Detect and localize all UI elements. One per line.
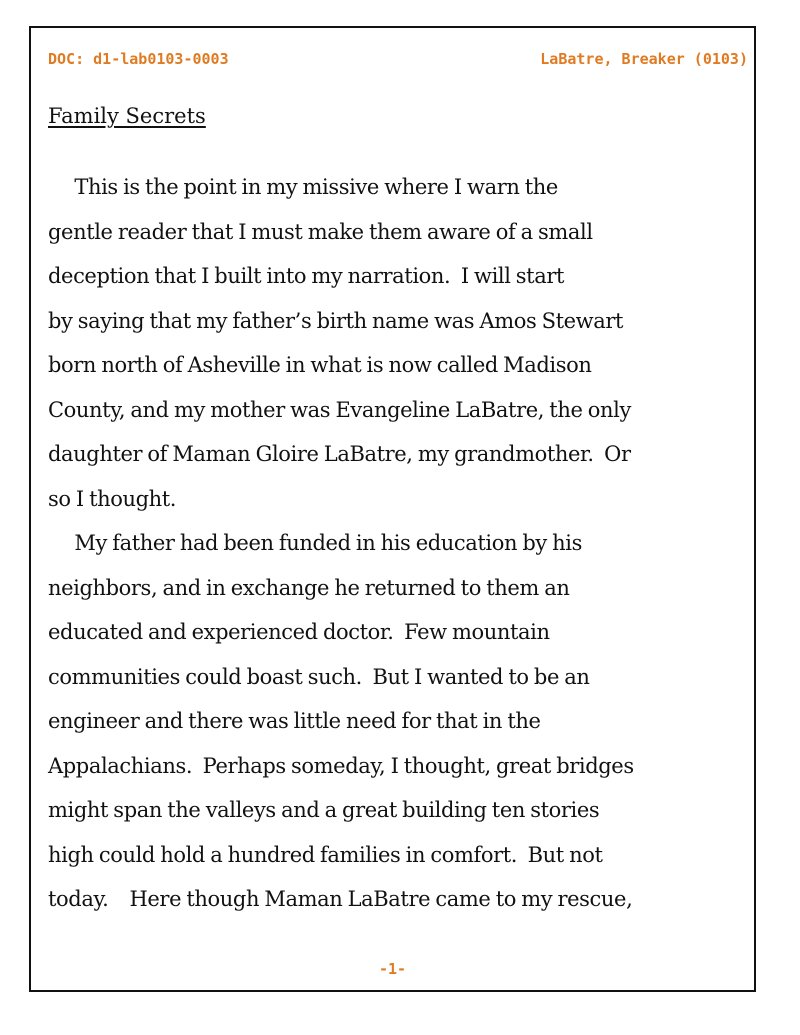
text-line: deception that I built into my narration. I will start bbox=[48, 264, 565, 288]
text-line: communities could boast such. But I wanted to be an bbox=[48, 664, 590, 689]
text-line: gentle reader that I must make them aware of a small bbox=[48, 219, 593, 244]
text-line: daughter of Maman Gloire LaBatre, my grandmother. Or bbox=[48, 442, 631, 466]
page-number: -1- bbox=[378, 960, 407, 978]
text-line: today. Here though Maman LaBatre came to my rescue, bbox=[48, 887, 633, 911]
text-line: by saying that my father’s birth name was Amos Stewart bbox=[48, 308, 624, 333]
body-text bbox=[48, 165, 748, 922]
text-line: born north of Asheville in what is now called Madison bbox=[48, 353, 592, 377]
document-id: DOC: d1-lab0103-0003 bbox=[48, 50, 229, 68]
text-line: neighbors, and in exchange he returned to them an bbox=[48, 575, 570, 600]
text-line: might span the valleys and a great building ten stories bbox=[48, 798, 600, 822]
text-line: educated and experienced doctor. Few mountain bbox=[48, 620, 550, 644]
text-line: Appalachians. Perhaps someday, I thought, great bridges bbox=[48, 753, 634, 778]
text-line: My father had been funded in his education by his bbox=[48, 531, 582, 555]
text-line: County, and my mother was Evangeline LaBatre, the only bbox=[48, 397, 631, 422]
document-author: LaBatre, Breaker (0103) bbox=[540, 50, 748, 68]
text-line: engineer and there was little need for that in the bbox=[48, 709, 541, 733]
text-line: high could hold a hundred families in comfort. But not bbox=[48, 842, 603, 867]
section-title: Family Secrets bbox=[48, 104, 206, 128]
text-line: This is the point in my missive where I warn the bbox=[48, 175, 558, 199]
page-header bbox=[48, 50, 748, 70]
document-page bbox=[29, 26, 756, 992]
text-line: so I thought. bbox=[48, 486, 177, 511]
